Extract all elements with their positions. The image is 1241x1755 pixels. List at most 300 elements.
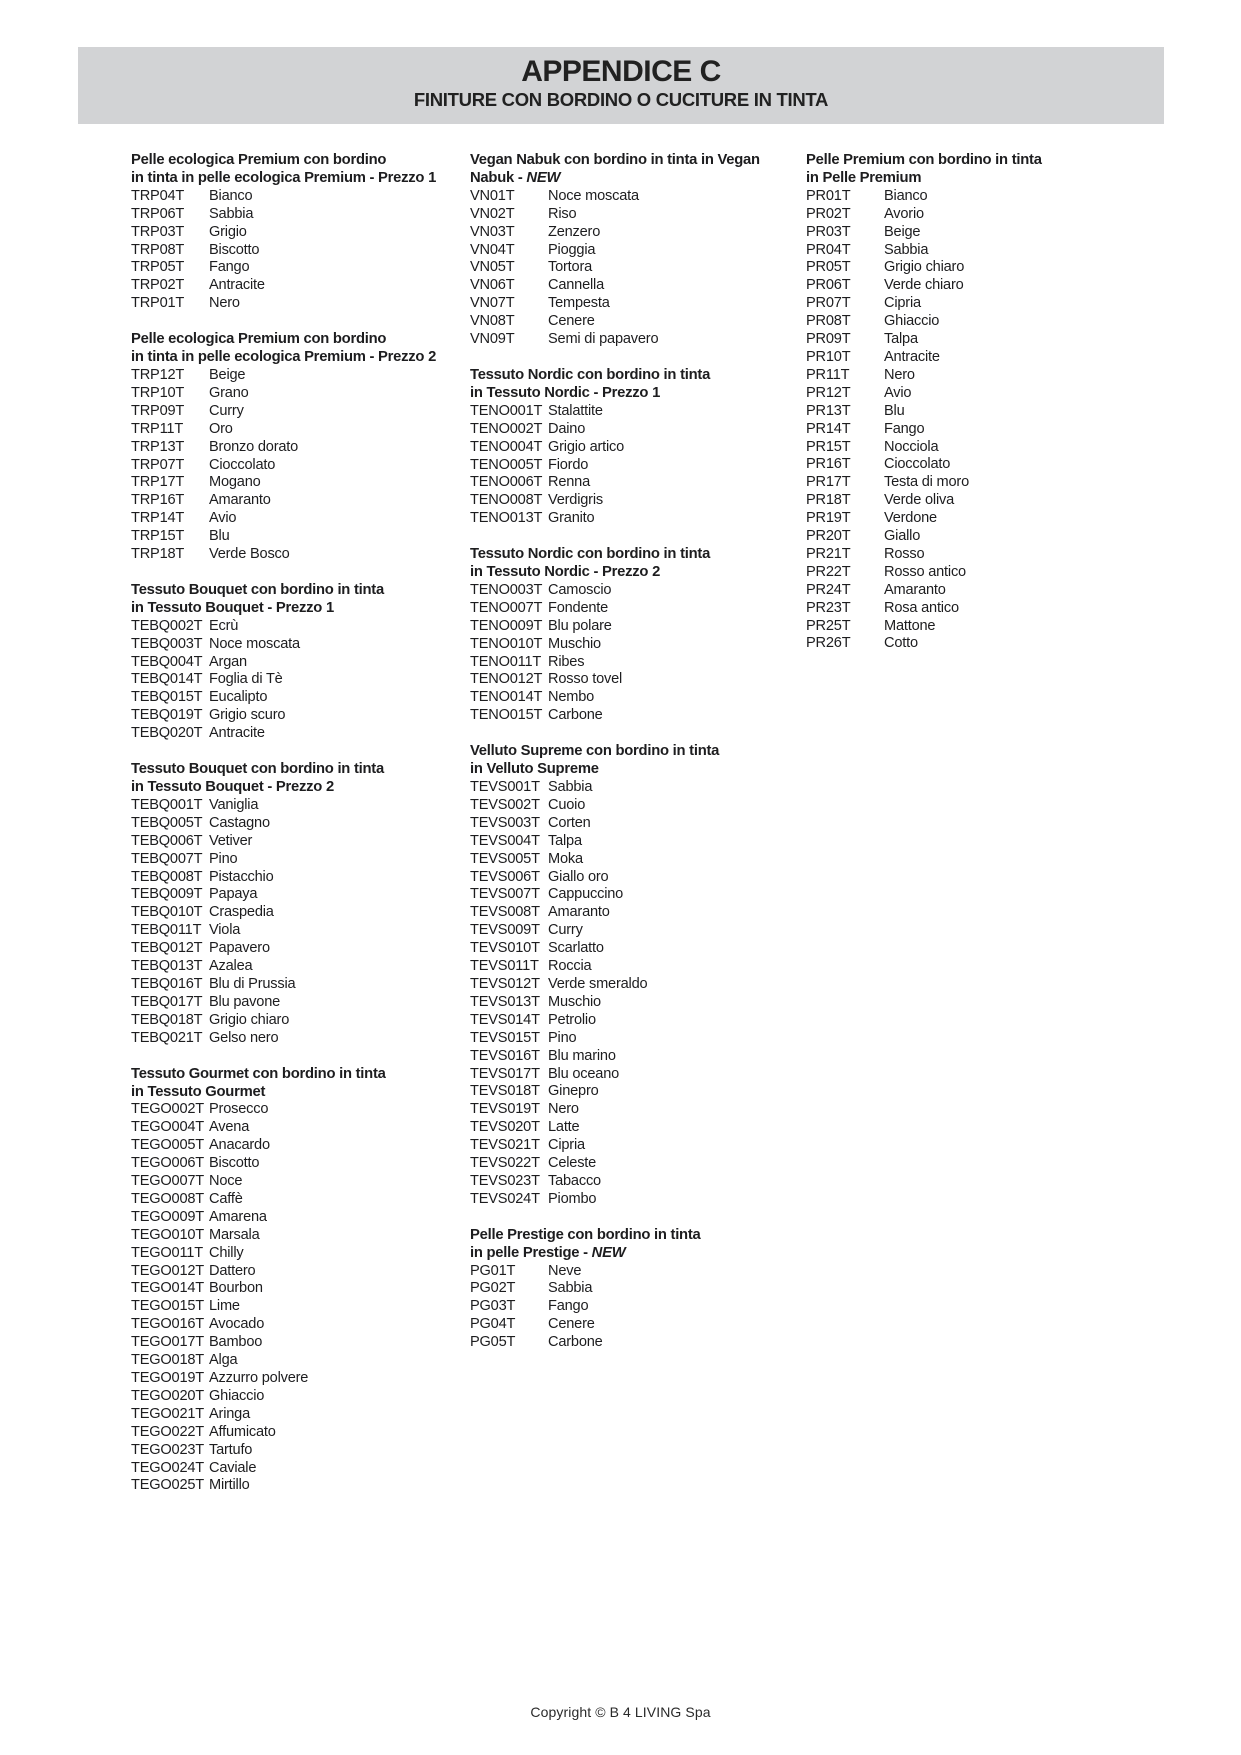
finish-row: [131, 815, 466, 833]
finish-name: Cioccolato: [209, 456, 276, 473]
finish-name: Prosecco: [209, 1101, 269, 1118]
section-heading: Tessuto Nordic con bordino in tinta in Tessuto Nordic - Prezzo 1: [470, 366, 711, 401]
finish-name: Latte: [548, 1119, 580, 1136]
finish-name: Corten: [548, 814, 591, 831]
finish-name: Cannella: [548, 277, 605, 294]
finish-row: [131, 206, 466, 224]
finish-code: PR25T: [806, 617, 851, 634]
finish-code: TENO004T: [470, 438, 543, 455]
finish-name: Renna: [548, 474, 591, 491]
finish-code: TENO015T: [470, 707, 543, 724]
finish-code: TEVS009T: [470, 922, 540, 939]
finish-name: Rosso antico: [884, 563, 966, 580]
finish-name: Pistacchio: [209, 868, 274, 885]
finish-code: PR24T: [806, 581, 851, 598]
section-heading: Pelle ecologica Premium con bordino in tinta in pelle ecologica Premium - Prezzo 2: [131, 331, 437, 366]
section-heading: Pelle Premium con bordino in tinta in Pelle Premium: [806, 152, 1042, 186]
finish-row: [131, 1477, 466, 1495]
finish-code: TEVS019T: [470, 1101, 540, 1118]
finish-name: Verdone: [884, 510, 937, 527]
finish-name: Neve: [548, 1262, 582, 1279]
finish-code: TENO006T: [470, 474, 543, 491]
finish-name: Carbone: [548, 707, 603, 724]
finish-code: TEGO023T: [131, 1441, 205, 1458]
finish-code: PR20T: [806, 528, 851, 545]
finish-code: PR10T: [806, 348, 851, 365]
finish-name: Argan: [209, 653, 247, 670]
finish-name: Fango: [548, 1298, 589, 1315]
finish-row: [131, 636, 466, 654]
finish-name: Sabbia: [548, 779, 593, 795]
finish-code: TEVS012T: [470, 975, 540, 992]
finish-row: [131, 224, 466, 242]
finish-section: [470, 546, 805, 725]
finish-row: [470, 654, 805, 672]
finish-row: [806, 635, 1141, 653]
finish-row: [131, 689, 466, 707]
finish-name: Azzurro polvere: [209, 1370, 309, 1386]
finish-code: TRP15T: [131, 528, 185, 545]
finish-row: [470, 1119, 805, 1137]
finish-row: [131, 528, 466, 546]
finish-code: TEVS001T: [470, 779, 540, 795]
finish-name: Stalattite: [548, 402, 603, 419]
finish-row: [806, 564, 1141, 582]
finish-name: Oro: [209, 420, 233, 437]
finish-name: Avena: [209, 1119, 250, 1136]
section-rows: [131, 367, 466, 564]
finish-code: TRP10T: [131, 384, 185, 401]
finish-code: TEBQ004T: [131, 653, 203, 670]
finish-code: TEBQ021T: [131, 1029, 203, 1046]
finish-name: Blu pavone: [209, 993, 281, 1010]
finish-name: Cappuccino: [548, 886, 624, 903]
finish-name: Noce: [209, 1173, 243, 1190]
finish-name: Biscotto: [209, 1155, 260, 1172]
finish-code: TENO014T: [470, 689, 543, 706]
finish-name: Vetiver: [209, 832, 253, 849]
section-rows: [470, 582, 805, 725]
finish-row: [470, 259, 805, 277]
finish-code: TRP18T: [131, 546, 185, 563]
finish-row: [470, 206, 805, 224]
finish-name: Nembo: [548, 689, 595, 706]
section-heading: Pelle ecologica Premium con bordino in tinta in pelle ecologica Premium - Prezzo 1: [131, 152, 437, 186]
section-heading: Tessuto Bouquet con bordino in tinta in Tessuto Bouquet - Prezzo 2: [131, 761, 384, 795]
finish-code: TRP07T: [131, 456, 185, 473]
finish-row: [131, 1119, 466, 1137]
finish-name: Fiordo: [548, 456, 589, 473]
finish-name: Zenzero: [548, 223, 601, 240]
finish-row: [470, 510, 805, 528]
finish-code: TEVS020T: [470, 1119, 540, 1136]
finish-code: TRP03T: [131, 223, 185, 240]
finish-row: [131, 1460, 466, 1478]
finish-code: TEGO005T: [131, 1137, 205, 1154]
finish-row: [470, 457, 805, 475]
finish-code: TENO008T: [470, 492, 543, 509]
finish-code: TEBQ015T: [131, 689, 203, 706]
finish-code: TEVS010T: [470, 940, 540, 957]
finish-name: Blu: [209, 528, 230, 545]
finish-code: PG04T: [470, 1316, 516, 1333]
finish-row: [470, 331, 805, 349]
finish-name: Antracite: [209, 725, 265, 742]
finish-code: VN06T: [470, 277, 515, 294]
finish-section: [131, 1066, 466, 1496]
finish-name: Ribes: [548, 653, 585, 670]
finish-name: Beige: [884, 223, 921, 240]
finish-row: [806, 456, 1141, 474]
finish-code: PR16T: [806, 456, 851, 473]
finish-name: Viola: [209, 922, 241, 939]
finish-code: TEVS016T: [470, 1047, 540, 1064]
finish-code: PR13T: [806, 402, 851, 419]
finish-name: Eucalipto: [209, 689, 268, 706]
finish-name: Vaniglia: [209, 796, 259, 813]
finish-row: [806, 474, 1141, 492]
finish-name: Fondente: [548, 599, 609, 616]
section-rows: [131, 188, 466, 313]
finish-row: [806, 600, 1141, 618]
finish-row: [470, 618, 805, 636]
finish-name: Avorio: [884, 205, 924, 222]
finish-row: [470, 1191, 805, 1209]
finish-code: TRP11T: [131, 420, 184, 437]
finish-name: Grigio chiaro: [884, 259, 965, 276]
finish-code: PR22T: [806, 563, 851, 580]
finish-code: TEBQ020T: [131, 725, 203, 742]
finish-name: Cotto: [884, 635, 918, 652]
finish-name: Muschio: [548, 635, 601, 652]
column-1: [131, 152, 466, 1495]
finish-name: Camoscio: [548, 581, 612, 598]
finish-row: [806, 403, 1141, 421]
finish-row: [131, 958, 466, 976]
finish-row: [131, 976, 466, 994]
finish-row: [470, 636, 805, 654]
finish-code: TEVS017T: [470, 1065, 540, 1082]
finish-name: Nero: [884, 366, 915, 383]
finish-name: Caffè: [209, 1190, 243, 1207]
finish-code: TRP02T: [131, 277, 185, 294]
finish-name: Nero: [209, 295, 240, 312]
finish-row: [131, 707, 466, 725]
finish-row: [470, 600, 805, 618]
finish-name: Curry: [209, 402, 244, 419]
finish-code: TEBQ002T: [131, 617, 203, 634]
finish-row: [806, 295, 1141, 313]
section-rows: [806, 188, 1141, 654]
finish-row: [806, 242, 1141, 260]
section-rows: [470, 403, 805, 528]
finish-code: PR14T: [806, 420, 851, 437]
new-label: NEW: [591, 1244, 626, 1261]
finish-name: Roccia: [548, 958, 592, 975]
finish-code: TEVS006T: [470, 868, 540, 885]
finish-name: Tempesta: [548, 295, 610, 312]
finish-section: [470, 152, 805, 349]
finish-code: TEVS013T: [470, 993, 540, 1010]
finish-name: Mattone: [884, 617, 936, 634]
finish-row: [806, 224, 1141, 242]
finish-code: TEBQ017T: [131, 993, 203, 1010]
finish-row: [470, 313, 805, 331]
finish-code: TEGO004T: [131, 1119, 205, 1136]
finish-name: Fango: [884, 420, 925, 437]
finish-name: Bamboo: [209, 1334, 263, 1351]
finish-row: [131, 1137, 466, 1155]
finish-code: TEVS024T: [470, 1190, 540, 1207]
finish-code: TRP13T: [131, 438, 185, 455]
finish-name: Grigio artico: [548, 438, 625, 455]
finish-code: TEVS007T: [470, 886, 540, 903]
finish-name: Craspedia: [209, 904, 274, 921]
finish-name: Amaranto: [884, 581, 946, 598]
finish-row: [131, 922, 466, 940]
finish-code: TENO001T: [470, 402, 543, 419]
finish-name: Blu polare: [548, 617, 612, 634]
finish-name: Beige: [209, 366, 246, 383]
finish-row: [131, 188, 466, 206]
finish-code: PR08T: [806, 313, 851, 330]
finish-name: Muschio: [548, 993, 601, 1010]
finish-row: [806, 206, 1141, 224]
finish-row: [470, 869, 805, 887]
finish-name: Papaya: [209, 886, 258, 903]
finish-name: Grigio scuro: [209, 707, 286, 724]
finish-code: PR05T: [806, 259, 851, 276]
finish-code: TEGO022T: [131, 1423, 205, 1440]
finish-name: Amaranto: [209, 492, 271, 509]
finish-row: [470, 779, 805, 797]
finish-row: [131, 671, 466, 689]
finish-row: [470, 958, 805, 976]
finish-name: Amarena: [209, 1208, 267, 1225]
finish-row: [470, 188, 805, 206]
finish-row: [470, 994, 805, 1012]
finish-row: [470, 242, 805, 260]
finish-name: Lime: [209, 1298, 240, 1315]
finish-name: Grano: [209, 384, 249, 401]
finish-row: [470, 1316, 805, 1334]
finish-name: Blu: [884, 402, 905, 419]
finish-row: [470, 851, 805, 869]
finish-name: Mirtillo: [209, 1477, 250, 1494]
finish-code: VN05T: [470, 259, 515, 276]
finish-row: [806, 510, 1141, 528]
finish-name: Grigio: [209, 223, 247, 240]
finish-row: [806, 313, 1141, 331]
finish-name: Talpa: [884, 331, 918, 348]
finish-row: [470, 439, 805, 457]
finish-name: Tabacco: [548, 1172, 601, 1189]
finish-name: Noce moscata: [548, 187, 639, 204]
finish-row: [131, 546, 466, 564]
finish-code: TEGO024T: [131, 1459, 205, 1476]
finish-row: [470, 940, 805, 958]
finish-name: Granito: [548, 510, 595, 527]
finish-name: Tartufo: [209, 1441, 253, 1458]
finish-name: Petrolio: [548, 1011, 596, 1028]
finish-code: TEGO019T: [131, 1370, 205, 1386]
finish-code: PG01T: [470, 1262, 516, 1279]
finish-name: Caviale: [209, 1459, 257, 1476]
finish-code: TEBQ009T: [131, 886, 203, 903]
finish-row: [131, 1406, 466, 1424]
finish-row: [806, 259, 1141, 277]
finish-code: TEVS015T: [470, 1029, 540, 1046]
section-rows: [131, 618, 466, 743]
finish-row: [131, 1012, 466, 1030]
finish-name: Bourbon: [209, 1280, 263, 1297]
finish-row: [470, 1137, 805, 1155]
finish-row: [131, 1263, 466, 1281]
finish-code: TEBQ016T: [131, 975, 203, 992]
finish-name: Bianco: [884, 187, 928, 204]
finish-name: Avio: [209, 510, 237, 527]
finish-code: TEBQ011T: [131, 922, 202, 939]
finish-code: TEVS018T: [470, 1083, 540, 1100]
finish-row: [131, 457, 466, 475]
finish-name: Rosa antico: [884, 599, 959, 616]
finish-code: PR12T: [806, 384, 851, 401]
finish-row: [131, 994, 466, 1012]
finish-section: [806, 152, 1141, 653]
finish-row: [131, 1424, 466, 1442]
finish-code: TEGO012T: [131, 1262, 205, 1279]
finish-row: [470, 689, 805, 707]
finish-row: [470, 1083, 805, 1101]
finish-name: Marsala: [209, 1226, 260, 1243]
finish-code: TRP05T: [131, 259, 185, 276]
finish-code: PR18T: [806, 492, 851, 509]
section-heading: Pelle Prestige con bordino in tinta in pelle Prestige - NEW: [470, 1226, 701, 1261]
finish-code: TEVS023T: [470, 1172, 540, 1189]
finish-row: [470, 797, 805, 815]
finish-name: Alga: [209, 1352, 238, 1369]
finish-row: [131, 833, 466, 851]
finish-row: [470, 1155, 805, 1173]
finish-row: [131, 242, 466, 260]
finish-code: TEBQ005T: [131, 814, 203, 831]
finish-row: [131, 797, 466, 815]
finish-name: Piombo: [548, 1190, 597, 1207]
finish-name: Bronzo dorato: [209, 438, 299, 455]
finish-row: [470, 1101, 805, 1119]
finish-name: Papavero: [209, 940, 270, 957]
finish-name: Grigio chiaro: [209, 1011, 290, 1028]
finish-row: [131, 886, 466, 904]
finish-section: [131, 331, 466, 564]
finish-row: [131, 403, 466, 421]
finish-name: Cuoio: [548, 796, 586, 813]
section-rows: [131, 1101, 466, 1495]
finish-code: PG02T: [470, 1280, 516, 1297]
finish-code: TEGO015T: [131, 1298, 205, 1315]
finish-code: TRP08T: [131, 241, 185, 258]
finish-code: TENO010T: [470, 635, 543, 652]
finish-code: TEVS008T: [470, 904, 540, 921]
finish-code: PR17T: [806, 474, 851, 491]
finish-code: TEBQ007T: [131, 850, 203, 867]
finish-name: Cenere: [548, 313, 595, 330]
finish-row: [470, 224, 805, 242]
finish-row: [470, 1012, 805, 1030]
finish-code: TEBQ018T: [131, 1011, 203, 1028]
finish-code: TEBQ014T: [131, 671, 203, 688]
finish-code: PR09T: [806, 331, 851, 348]
finish-row: [806, 385, 1141, 403]
finish-code: PR11T: [806, 366, 850, 383]
finish-row: [131, 725, 466, 743]
finish-name: Tortora: [548, 259, 593, 276]
finish-row: [470, 1173, 805, 1191]
finish-code: VN09T: [470, 331, 515, 348]
finish-name: Blu oceano: [548, 1065, 620, 1082]
finish-name: Giallo: [884, 528, 921, 545]
finish-row: [806, 331, 1141, 349]
finish-row: [470, 403, 805, 421]
finish-name: Carbone: [548, 1334, 603, 1351]
finish-code: TEGO006T: [131, 1155, 205, 1172]
finish-code: TEGO014T: [131, 1280, 205, 1297]
finish-row: [131, 492, 466, 510]
finish-code: TEGO002T: [131, 1101, 205, 1118]
finish-name: Antracite: [884, 348, 940, 365]
finish-row: [806, 367, 1141, 385]
finish-name: Amaranto: [548, 904, 610, 921]
finish-name: Moka: [548, 850, 583, 867]
finish-row: [131, 1370, 466, 1388]
finish-code: TEGO007T: [131, 1173, 205, 1190]
finish-section: [131, 761, 466, 1048]
finish-code: TEVS022T: [470, 1155, 540, 1172]
finish-row: [470, 492, 805, 510]
finish-code: TEVS004T: [470, 832, 540, 849]
finish-name: Pino: [548, 1029, 577, 1046]
finish-code: TEGO018T: [131, 1352, 205, 1369]
finish-name: Pino: [209, 850, 238, 867]
finish-name: Anacardo: [209, 1137, 270, 1154]
finish-code: TRP17T: [131, 474, 185, 491]
finish-name: Blu marino: [548, 1047, 616, 1064]
finish-code: TENO007T: [470, 599, 543, 616]
finish-row: [470, 295, 805, 313]
finish-code: TENO009T: [470, 617, 543, 634]
appendix-header-banner: [78, 47, 1164, 124]
finish-name: Antracite: [209, 277, 265, 294]
finish-row: [131, 1298, 466, 1316]
finish-name: Avocado: [209, 1316, 265, 1333]
finish-code: TEGO009T: [131, 1208, 205, 1225]
finish-row: [131, 1442, 466, 1460]
finish-code: TEGO016T: [131, 1316, 205, 1333]
finish-code: VN07T: [470, 295, 515, 312]
finish-name: Pioggia: [548, 241, 596, 258]
finish-row: [131, 277, 466, 295]
finish-name: Blu di Prussia: [209, 975, 296, 992]
finish-row: [470, 886, 805, 904]
finish-name: Castagno: [209, 814, 270, 831]
finish-row: [470, 1334, 805, 1352]
finish-row: [470, 1280, 805, 1298]
finish-row: [131, 1155, 466, 1173]
finish-row: [131, 851, 466, 869]
finish-code: TENO003T: [470, 581, 543, 598]
finish-code: TEVS011T: [470, 958, 539, 975]
finish-name: Ecrù: [209, 617, 239, 634]
